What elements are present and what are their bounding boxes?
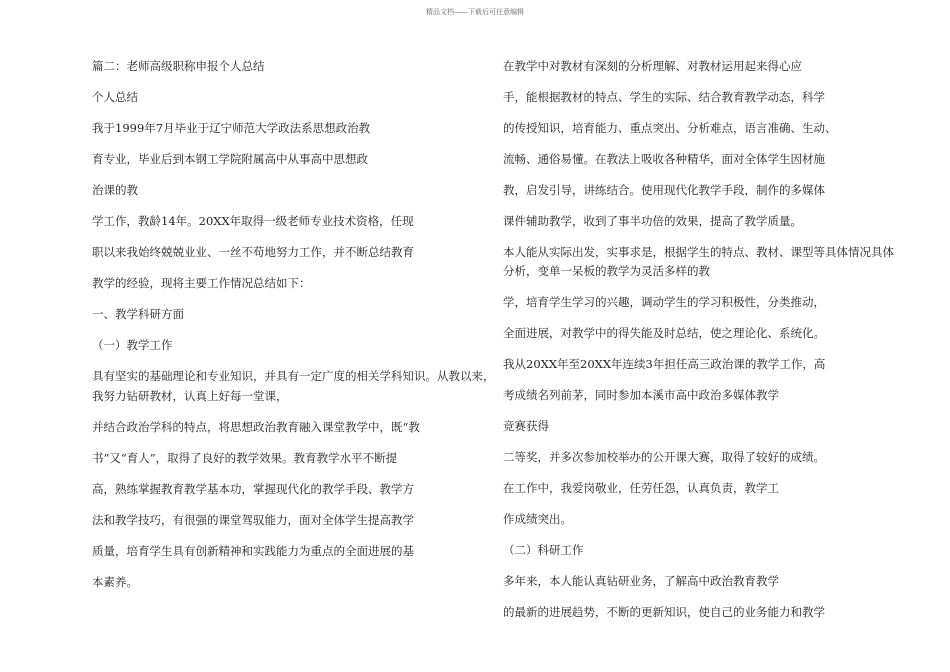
paragraph-line: 并结合政治学科的特点，将思想政治教育融入课堂教学中，既“教: [92, 420, 420, 434]
paragraph-line: 在工作中，我爱岗敬业，任劳任怨，认真负责，教学工: [503, 481, 779, 495]
paragraph-line: 我从20XX年至20XX年连续3年担任高三政治课的教学工作，高: [503, 357, 826, 371]
paragraph-line: 考成绩名列前茅，同时参加本溪市高中政治多媒体教学: [503, 388, 779, 402]
paragraph-line: 二等奖，并多次参加校举办的公开课大赛，取得了较好的成绩。: [503, 450, 825, 464]
paragraph-line: 育专业，毕业后到本钢工学院附属高中从事高中思想政: [92, 152, 368, 166]
subsection-heading: （一）教学工作: [92, 338, 173, 352]
subtitle: 个人总结: [92, 90, 138, 104]
paragraph-line: 质量，培育学生具有创新精神和实践能力为重点的全面进展的基: [92, 544, 414, 558]
paragraph-line: 在教学中对教材有深刻的分析理解、对教材运用起来得心应: [503, 59, 802, 73]
paragraph-line: 具有坚实的基础理论和专业知识，并具有一定广度的相关学科知识。从教以来，: [92, 369, 495, 383]
paragraph-line: 作成绩突出。: [503, 512, 572, 526]
paragraph-line: 的最新的进展趋势，不断的更新知识，使自己的业务能力和教学: [503, 605, 825, 619]
paragraph-line: 学工作，教龄14年。20XX年取得一级老师专业技术资格，任现: [92, 214, 414, 228]
paragraph-line: 高，熟练掌握教育教学基本功，掌握现代化的教学手段、教学方: [92, 482, 414, 496]
section-heading: 一、教学科研方面: [92, 307, 184, 321]
paragraph-line: 分析，变单一呆板的教学为灵活多样的教: [503, 264, 710, 278]
paragraph-line: 的传授知识，培育能力、重点突出、分析难点，语言准确、生动、: [503, 121, 837, 135]
subsection-heading: （二）科研工作: [503, 543, 584, 557]
paragraph-line: 课件辅助教学，收到了事半功倍的效果，提高了教学质量。: [503, 214, 802, 228]
paragraph-line: 全面进展，对教学中的得失能及时总结，使之理论化、系统化。: [503, 326, 825, 340]
paragraph-line: 学，培育学生学习的兴趣，调动学生的学习积极性，分类推动，: [503, 295, 825, 309]
section-heading: 篇二：老师高级职称申报个人总结: [92, 59, 265, 73]
paragraph-line: 教学的经验，现将主要工作情况总结如下：: [92, 276, 311, 290]
paragraph-line: 竞赛获得: [503, 419, 549, 433]
paragraph-line: 流畅、通俗易懂。在教法上吸收各种精华，面对全体学生因材施: [503, 152, 825, 166]
paragraph-line: 教，启发引导，讲练结合。使用现代化教学手段，制作的多媒体: [503, 183, 825, 197]
paragraph-line: 手，能根据教材的特点、学生的实际、结合教育教学动态，科学: [503, 90, 825, 104]
paragraph-line: 法和教学技巧，有很强的课堂驾驭能力，面对全体学生提高教学: [92, 513, 414, 527]
paragraph-line: 多年来，本人能认真钻研业务，了解高中政治教育教学: [503, 574, 779, 588]
page-header: 精品文档——下载后可任意编辑: [426, 8, 524, 16]
paragraph-line: 治课的教: [92, 183, 138, 197]
paragraph-line: 本人能从实际出发，实事求是，根据学生的特点、教材、课型等具体情况具体: [503, 245, 894, 259]
paragraph-line: 我努力钻研教材，认真上好每一堂课，: [92, 389, 288, 403]
paragraph-line: 我于1999年7月毕业于辽宁师范大学政法系思想政治教: [92, 121, 371, 135]
paragraph-line: 职以来我始终兢兢业业、一丝不苟地努力工作，并不断总结教育: [92, 245, 414, 259]
paragraph-line: 书”又“育人”，取得了良好的教学效果。教育教学水平不断提: [92, 451, 398, 465]
paragraph-line: 本素养。: [92, 575, 138, 589]
